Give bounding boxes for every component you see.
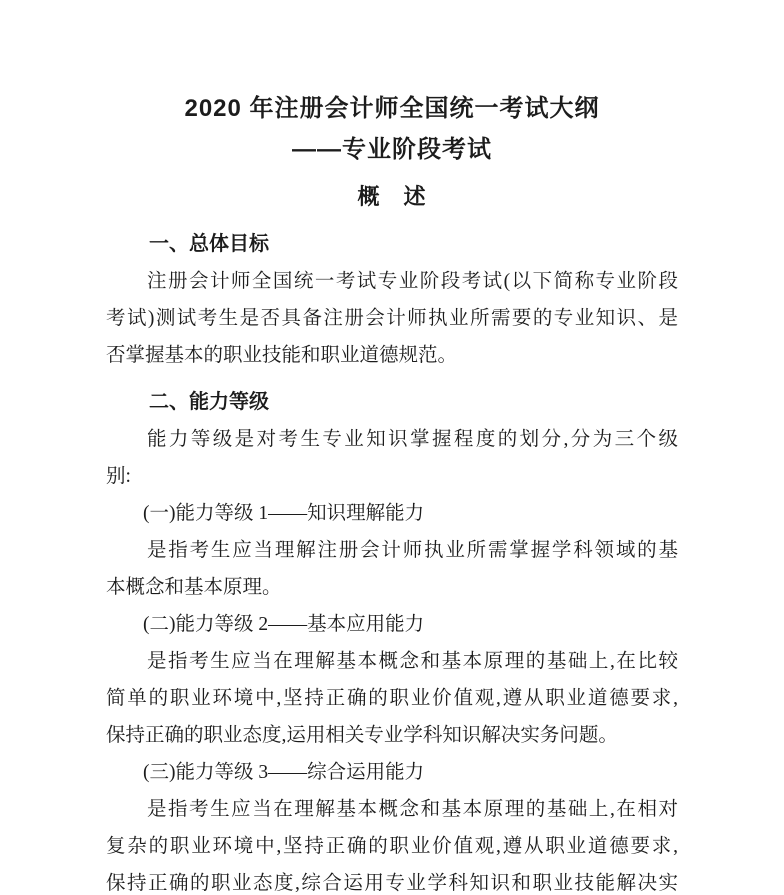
paragraph-line: 否掌握基本的职业技能和职业道德规范。: [106, 345, 458, 366]
paragraph-line: 是指考生应当在理解基本概念和基本原理的基础上,在比较: [147, 651, 678, 672]
paragraph-line: 是指考生应当在理解基本概念和基本原理的基础上,在相对: [147, 799, 678, 820]
paragraph-line: 考试)测试考生是否具备注册会计师执业所需要的专业知识、是: [106, 308, 678, 329]
paragraph-line: 是指考生应当理解注册会计师执业所需掌握学科领域的基: [147, 540, 678, 561]
overview-heading: 概 述: [357, 184, 427, 209]
paragraph-line: 注册会计师全国统一考试专业阶段考试(以下简称专业阶段: [147, 271, 678, 292]
document-content: [106, 88, 678, 895]
paragraph-line: 保持正确的职业态度,综合运用专业学科知识和职业技能解决实: [106, 873, 678, 894]
section-heading-1: 一、总体目标: [149, 233, 269, 255]
paragraph-2: [106, 421, 678, 495]
subsection-heading-2: (二)能力等级 2——基本应用能力: [143, 614, 425, 635]
paragraph-line: 能力等级是对考生专业知识掌握程度的划分,分为三个级: [147, 429, 678, 450]
paragraph-5: [106, 791, 678, 895]
section-heading-2: 二、能力等级: [149, 391, 269, 413]
paragraph-line: 别:: [106, 466, 131, 487]
paragraph-4: [106, 643, 678, 754]
document-title-line2: ——专业阶段考试: [292, 136, 492, 163]
paragraph-line: 简单的职业环境中,坚持正确的职业价值观,遵从职业道德要求,: [106, 688, 678, 709]
paragraph-line: 复杂的职业环境中,坚持正确的职业价值观,遵从职业道德要求,: [106, 836, 678, 857]
subsection-heading-1: (一)能力等级 1——知识理解能力: [143, 503, 425, 524]
document-title-line1: 2020 年注册会计师全国统一考试大纲: [184, 95, 600, 122]
subsection-heading-3: (三)能力等级 3——综合运用能力: [143, 762, 425, 783]
paragraph-line: 本概念和基本原理。: [106, 577, 282, 598]
paragraph-3: [106, 532, 678, 606]
paragraph-1: [106, 263, 678, 374]
document-title: [106, 88, 678, 170]
paragraph-line: 保持正确的职业态度,运用相关专业学科知识解决实务问题。: [106, 725, 618, 746]
